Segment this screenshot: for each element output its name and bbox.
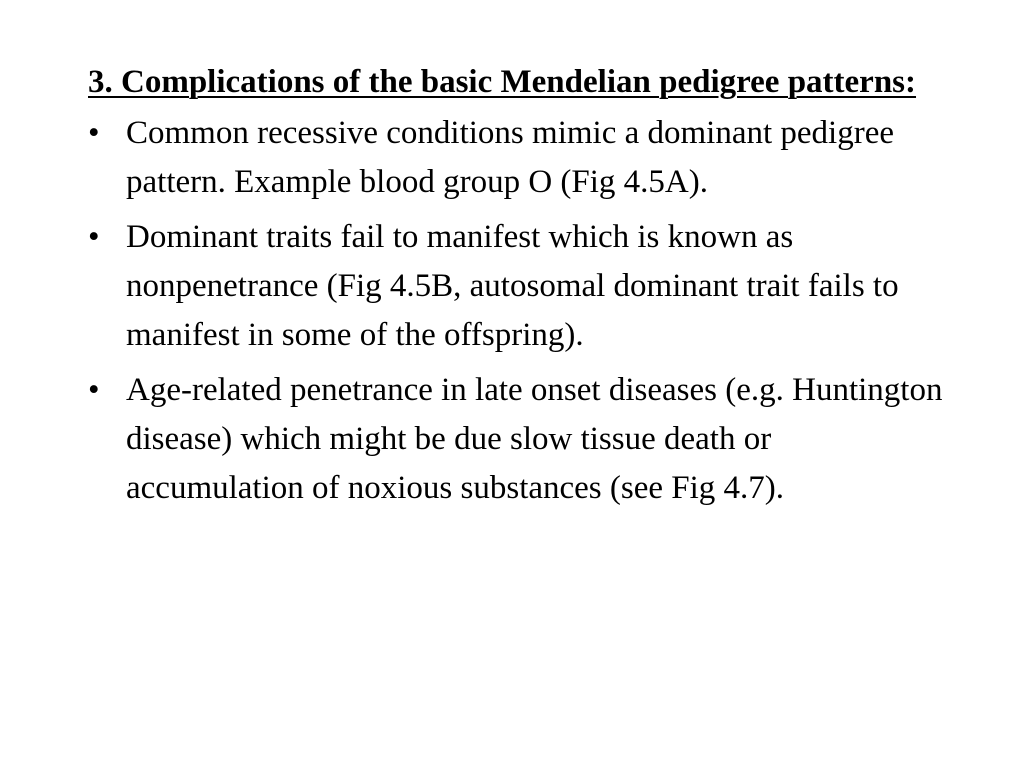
bullet-point-icon: • bbox=[88, 219, 100, 255]
bullet-point-icon: • bbox=[88, 115, 100, 151]
bullet-item bbox=[88, 213, 948, 360]
bullet-text: Age-related penetrance in late onset diseases (e.g. Huntington disease) which might be due slow tissue death or accumulation of noxious substances (see Fig 4.7). bbox=[126, 372, 943, 506]
bullet-text: Common recessive conditions mimic a dominant pedigree pattern. Example blood group O (Fig 4.5A). bbox=[126, 115, 894, 200]
bullet-item bbox=[88, 109, 948, 207]
bullet-text: Dominant traits fail to manifest which is known as nonpenetrance (Fig 4.5B, autosomal dominant trait fails to manifest in some of the offspring). bbox=[126, 219, 899, 353]
slide-title: 3. Complications of the basic Mendelian pedigree patterns: bbox=[88, 64, 917, 100]
slide-content bbox=[88, 58, 948, 519]
bullet-item bbox=[88, 366, 948, 513]
bullet-list bbox=[88, 109, 948, 513]
bullet-point-icon: • bbox=[88, 372, 100, 408]
